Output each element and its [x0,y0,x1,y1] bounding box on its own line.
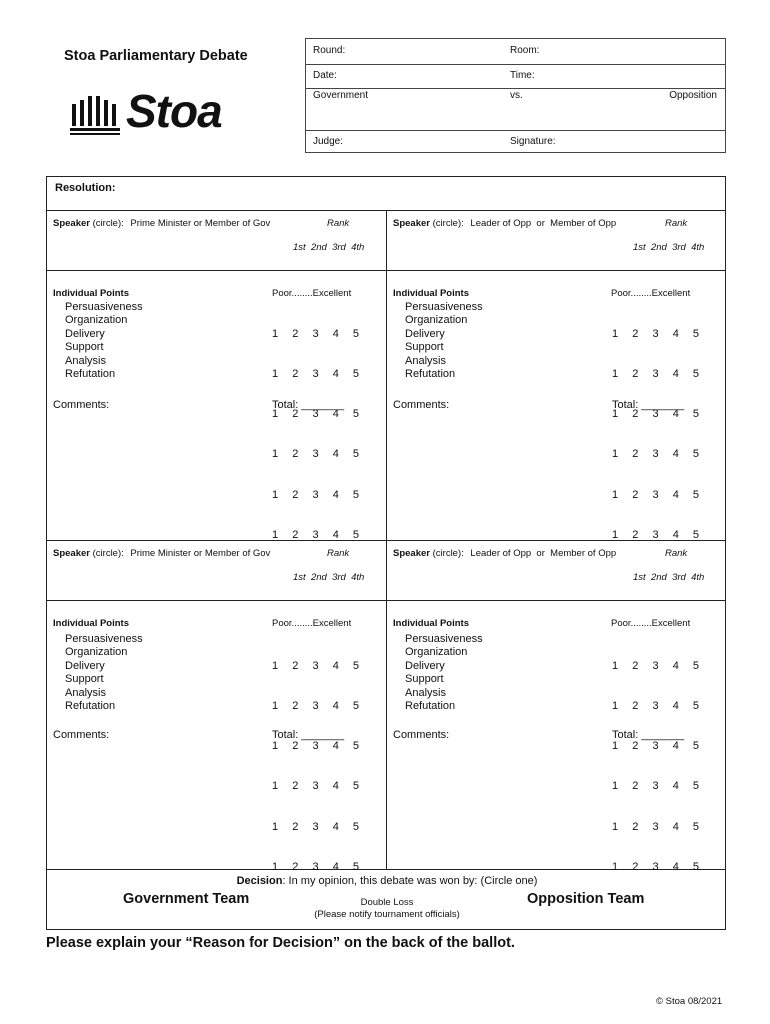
score-row[interactable]: 1 2 3 4 5 [272,740,360,753]
criterion: Analysis [65,354,106,367]
columns-icon [70,94,124,138]
criterion: Analysis [405,686,446,699]
speaker-role-options[interactable]: Leader of Opp or Member of Opp [470,218,617,229]
score-row[interactable]: 1 2 3 4 5 [612,488,700,501]
rank-options[interactable]: 1st 2nd 3rd 4th [633,572,705,583]
rank-label: Rank [665,548,688,559]
criterion: Organization [65,314,128,327]
vs-label: vs. [510,90,523,101]
score-row[interactable]: 1 2 3 4 5 [272,780,360,793]
speaker-label: Speaker [53,548,90,559]
total-field[interactable]: Total: _______ [612,729,685,741]
rank-options[interactable]: 1st 2nd 3rd 4th [633,242,705,253]
total-field[interactable]: Total: _______ [612,399,685,411]
speaker-1-line [53,218,270,229]
speaker-3-line [53,548,270,559]
round-info-box [305,38,726,153]
logo-wordmark: Stoa [126,85,222,137]
score-row[interactable]: 1 2 3 4 5 [612,860,700,873]
score-row[interactable]: 1 2 3 4 5 [272,820,360,833]
circle-note: (circle): [432,218,464,229]
copyright-footer: © Stoa 08/2021 [656,996,723,1007]
signature-field[interactable]: Signature: [510,136,556,147]
score-row[interactable]: 1 2 3 4 5 [272,860,360,873]
rank-label: Rank [665,218,688,229]
criteria-list [405,633,483,713]
score-row[interactable]: 1 2 3 4 5 [272,368,360,381]
score-options[interactable] [612,633,699,901]
circle-note: (circle): [92,548,124,559]
circle-note: (circle): [92,218,124,229]
points-heading: Individual Points [393,618,470,629]
criterion: Support [65,673,104,686]
speaker-role-options[interactable]: Prime Minister or Member of Gov [130,548,271,559]
criterion: Refutation [405,700,456,713]
criterion: Persuasiveness [405,301,483,313]
score-row[interactable]: 1 2 3 4 5 [612,448,700,461]
speaker-label: Speaker [393,548,430,559]
score-row[interactable]: 1 2 3 4 5 [272,448,360,461]
speaker-role-options[interactable]: Prime Minister or Member of Gov [130,218,271,229]
total-field[interactable]: Total: _______ [272,399,345,411]
rank-label: Rank [327,548,350,559]
reason-instruction: Please explain your “Reason for Decision” on the back of the ballot. [46,935,515,951]
criterion: Refutation [65,700,116,713]
scale-label: Poor........Excellent [272,288,352,299]
government-field[interactable]: Government [313,90,369,101]
time-field[interactable]: Time: [510,70,535,81]
ballot-grid [46,176,726,930]
score-row[interactable]: 1 2 3 4 5 [612,368,700,381]
score-options[interactable] [612,301,699,569]
speaker-role-options[interactable]: Leader of Opp or Member of Opp [470,548,617,559]
comments-field[interactable]: Comments: [53,729,110,741]
criteria-list [65,301,143,381]
criterion: Support [65,341,104,354]
criterion: Delivery [65,659,105,672]
total-field[interactable]: Total: _______ [272,729,345,741]
score-options[interactable] [272,301,359,569]
criterion: Organization [65,646,128,659]
criteria-list [65,633,143,713]
rank-options[interactable]: 1st 2nd 3rd 4th [293,242,365,253]
date-field[interactable]: Date: [313,70,337,81]
scale-label: Poor........Excellent [272,618,352,629]
round-field[interactable]: Round: [313,45,346,56]
circle-note: (circle): [432,548,464,559]
criterion: Refutation [65,368,116,381]
stoa-logo [70,85,250,140]
scale-label: Poor........Excellent [611,618,691,629]
criteria-list [405,301,483,381]
resolution-label: Resolution: [55,182,116,194]
judge-field[interactable]: Judge: [313,136,344,147]
speaker-2-line [393,218,616,229]
speaker-label: Speaker [53,218,90,229]
room-field[interactable]: Room: [510,45,540,56]
criterion: Persuasiveness [65,633,143,645]
score-row[interactable]: 1 2 3 4 5 [612,528,700,541]
criterion: Analysis [405,354,446,367]
criterion: Delivery [65,327,105,340]
comments-field[interactable]: Comments: [393,729,450,741]
criterion: Persuasiveness [405,633,483,645]
score-row[interactable]: 1 2 3 4 5 [612,740,700,753]
score-row[interactable]: 1 2 3 4 5 [272,659,360,672]
criterion: Support [405,341,444,354]
score-row[interactable]: 1 2 3 4 5 [272,488,360,501]
rank-options[interactable]: 1st 2nd 3rd 4th [293,572,365,583]
speaker-label: Speaker [393,218,430,229]
score-row[interactable]: 1 2 3 4 5 [272,327,360,340]
government-team-option[interactable]: Government Team [123,891,250,907]
scale-label: Poor........Excellent [611,288,691,299]
rank-label: Rank [327,218,350,229]
criterion: Analysis [65,686,106,699]
score-row[interactable]: 1 2 3 4 5 [612,327,700,340]
opposition-team-option[interactable]: Opposition Team [527,891,645,907]
criterion: Organization [405,314,468,327]
criterion: Organization [405,646,468,659]
criterion: Refutation [405,368,456,381]
score-row[interactable]: 1 2 3 4 5 [612,700,700,713]
points-heading: Individual Points [393,288,470,299]
criterion: Persuasiveness [65,301,143,313]
double-loss-option[interactable]: Double Loss [360,897,414,908]
comments-field[interactable]: Comments: [393,399,450,411]
decision-label: Decision [236,875,283,887]
criterion: Delivery [405,327,445,340]
score-row[interactable]: 1 2 3 4 5 [272,408,360,421]
score-row[interactable]: 1 2 3 4 5 [612,659,700,672]
comments-field[interactable]: Comments: [53,399,110,411]
double-loss-note: (Please notify tournament officials) [314,909,460,920]
decision-text: : In my opinion, this debate was won by: (Circle one) [282,875,538,887]
points-heading: Individual Points [53,288,130,299]
score-row[interactable]: 1 2 3 4 5 [272,700,360,713]
points-heading: Individual Points [53,618,130,629]
score-row[interactable]: 1 2 3 4 5 [612,820,700,833]
score-row[interactable]: 1 2 3 4 5 [612,408,700,421]
speaker-4-line [393,548,616,559]
opposition-field[interactable]: Opposition [669,90,717,101]
form-title: Stoa Parliamentary Debate [64,48,248,64]
score-row[interactable]: 1 2 3 4 5 [272,528,360,541]
score-options[interactable] [272,633,359,901]
criterion: Delivery [405,659,445,672]
score-row[interactable]: 1 2 3 4 5 [612,780,700,793]
criterion: Support [405,673,444,686]
decision-line [47,875,727,887]
